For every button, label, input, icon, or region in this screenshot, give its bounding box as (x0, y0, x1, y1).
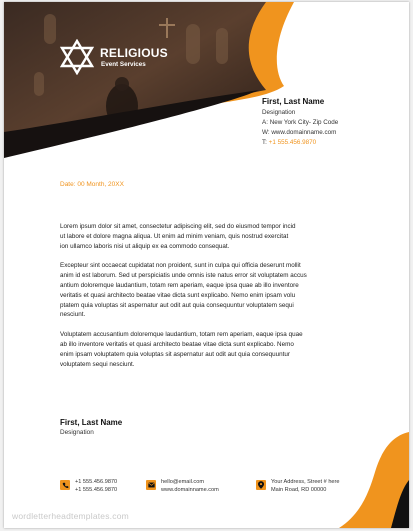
body-paragraph-1: Lorem ipsum dolor sit amet, consectetur adipiscing elit, sed do eiusmod tempor incid ut labore et dolore magna aliqua. Ut enim ad minim veniam, quis nostrud exercitat ion ullamco laboris nisi ut aliquip ex ea commodo consequat. (60, 223, 296, 250)
star-of-david-icon (60, 39, 94, 75)
footer-corner-shape (339, 428, 409, 528)
body-paragraph-2: Excepteur sint occaecat cupidatat non proident, sunt in culpa qui officia deserunt mollit anim id est laborum. Sed ut perspiciatis unde omnis iste natus error sit voluptatem accus antium doloremque laudantium, totam rem aperiam, eaque ipsa quae ab illo inventore veritatis et quasi architecto beatae vitae dicta sunt explicabo. Nemo enim ipsam volu ptatem quia voluptas sit aspernatur aut odit aut quia consequuntur voluptatem sequi nesciunt. (60, 262, 307, 319)
signoff-name: First, Last Name (60, 418, 123, 427)
footer-address-line-2: Main Road, RD 00000 (271, 487, 327, 493)
letter-body (60, 222, 358, 379)
footer-address (256, 478, 340, 494)
footer-website: www.domainname.com (161, 487, 219, 493)
sender-phone: +1 555.456.9870 (268, 139, 317, 146)
sender-designation: Designation (262, 109, 296, 116)
sender-web: W: www.domainname.com (262, 129, 337, 136)
watermark: wordletterheadtemplates.com (12, 511, 129, 521)
footer-phone-2: +1 555.456.9870 (75, 487, 118, 493)
phone-icon (60, 480, 70, 490)
footer-address-line-1: Your Address, Street # here (271, 479, 340, 485)
sender-address: A: New York City- Zip Code (262, 119, 339, 126)
email-icon (146, 480, 156, 490)
header-banner (4, 2, 409, 162)
letterhead-page (4, 2, 409, 528)
signoff-block (60, 418, 122, 436)
letter-date: Date: 00 Month, 20XX (60, 181, 124, 188)
footer-phone-1: +1 555.456.9870 (75, 479, 118, 485)
sender-block (262, 97, 338, 148)
sender-name: First, Last Name (262, 97, 325, 106)
signoff-designation: Designation (60, 429, 94, 436)
body-paragraph-3: Voluptatem accusantium doloremque laudantium, totam rem aperiam, eaque ipsa quae ab illo inventore veritatis et quasi architecto beatae vitae dicta sunt explicabo. Nemo enim ipsam voluptatem quia voluptas sit aspernatur aut odit aut quia consequuntur voluptatem sequi nesciunt. (60, 331, 303, 368)
brand-name: RELIGIOUS (100, 46, 168, 60)
location-pin-icon (256, 480, 266, 490)
footer-phone (60, 478, 117, 494)
sender-phone-prefix: T: (262, 139, 267, 146)
brand-subtitle: Event Services (101, 61, 146, 68)
footer-web (146, 478, 219, 494)
footer-email: hello@email.com (161, 479, 204, 485)
sender-phone-line (262, 138, 338, 148)
